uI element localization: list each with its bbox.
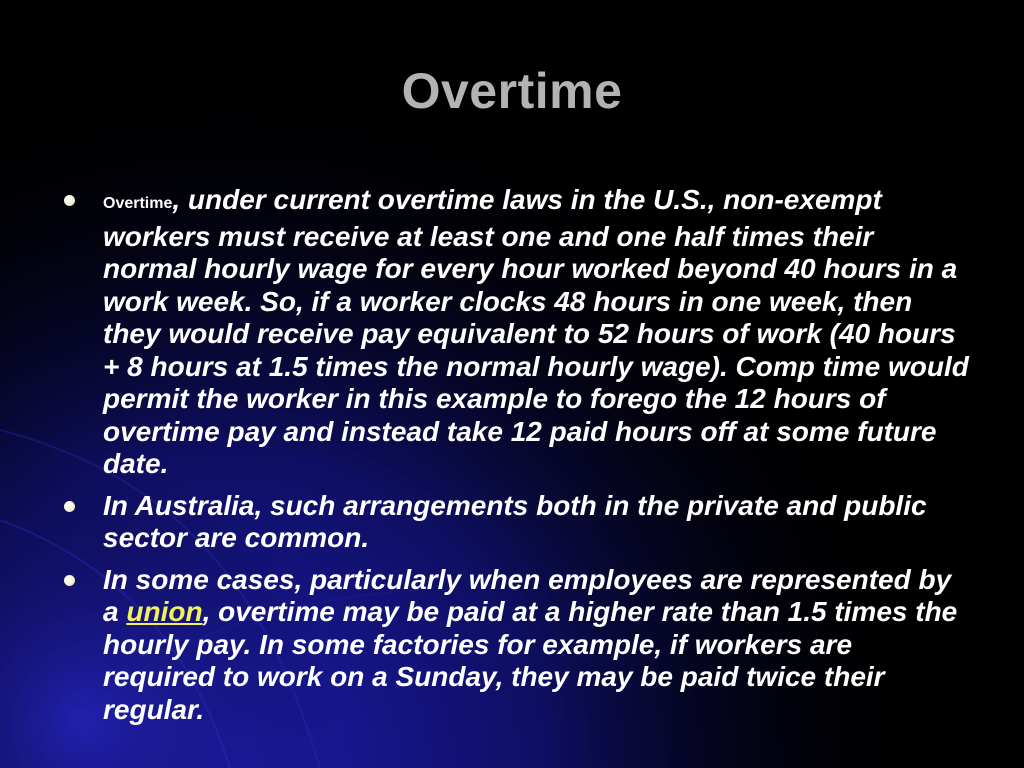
- bullet-list: [60, 184, 970, 735]
- bullet-item-australia: [60, 490, 970, 555]
- bullet-icon: [64, 501, 75, 512]
- bullet-item-overtime-definition: [60, 184, 970, 481]
- bullet-text: , under current overtime laws in the U.S., non-exempt workers must receive at least one and one half times their normal hourly wage for every hour worked beyond 40 hours in a work week. So, if a worker clocks 48 hours in one week, then they would receive pay equivalent to 52 hours of work (40 hours + 8 hours at 1.5 times the normal hourly wage). Comp time would permit the worker in this example to forego the 12 hours of overtime pay and instead take 12 paid hours off at some future date.: [103, 184, 969, 479]
- bullet-item-union: [60, 564, 970, 727]
- union-link[interactable]: union: [126, 596, 203, 627]
- bullet-text-after-link: , overtime may be paid at a higher rate than 1.5 times the hourly pay. In some factories for example, if workers are required to work on a Sunday, they may be paid twice their regular.: [103, 596, 958, 725]
- bullet-icon: [64, 575, 75, 586]
- bullet-text-before-link: In some cases, particularly when employees are represented by a: [103, 563, 952, 627]
- slide-title: Overtime: [401, 63, 623, 119]
- bullet-text: In Australia, such arrangements both in the private and public sector are common.: [103, 489, 927, 553]
- term-overtime: Overtime: [103, 195, 173, 212]
- bullet-icon: [64, 195, 75, 206]
